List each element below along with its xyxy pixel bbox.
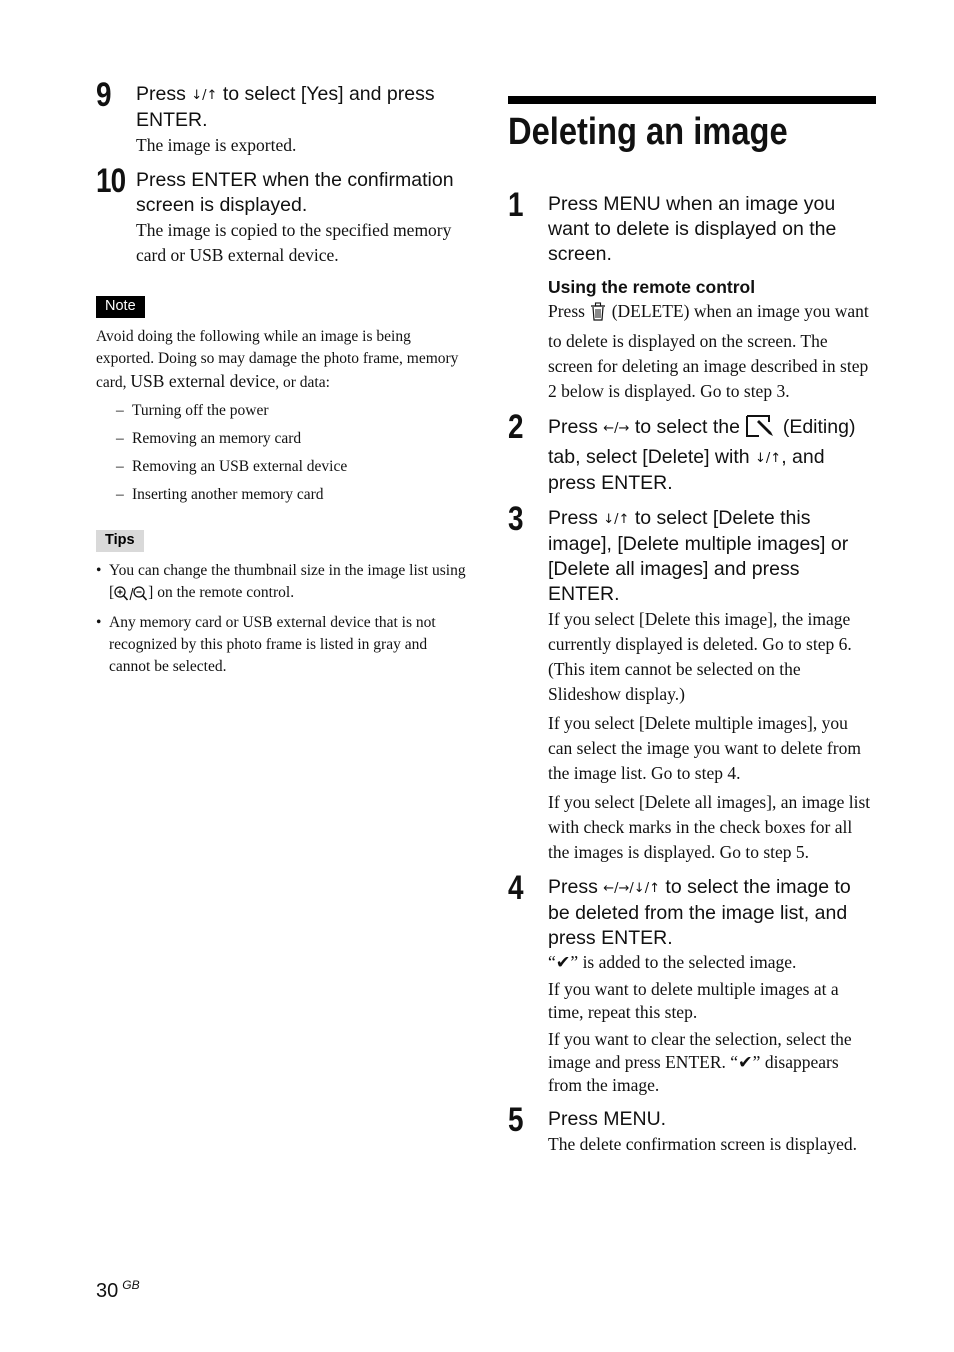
step-heading: Press ↓/↑ to select [Delete this image], [Delete multiple images] or [Delete all images] and press ENTER.: [548, 507, 849, 605]
down-up-arrows-icon: ↓/↑: [755, 451, 782, 466]
step-number: 5: [508, 1101, 523, 1139]
step-3: [508, 500, 876, 865]
list-item: – Inserting another memory card: [96, 484, 468, 506]
page-title: Deleting an image: [508, 111, 788, 153]
sub-heading: Using the remote control: [548, 277, 756, 297]
step-heading: Press ↓/↑ to select [Yes] and press ENTER.: [136, 83, 435, 131]
step-body: Press (DELETE) when an image you want to delete is displayed on the screen. The screen for deleting an image described in step 2 below is displayed. Go to step 3.: [548, 301, 869, 401]
tips-section: [96, 512, 468, 678]
four-way-arrows-icon: ←/→/↓/↑: [603, 881, 660, 896]
tips-list: [96, 560, 468, 678]
step-number: 3: [508, 500, 523, 538]
editing-tab-icon: [745, 414, 777, 445]
step-10: [96, 162, 468, 268]
region-code: GB: [122, 1278, 140, 1292]
step-body: [548, 607, 876, 865]
step-number: 9: [96, 76, 111, 114]
step-1: [508, 186, 876, 404]
zoom-in-out-icon: [114, 586, 148, 609]
step-number: 10: [96, 162, 126, 200]
tips-label: Tips: [96, 530, 144, 552]
page-number: 30: [96, 1280, 119, 1302]
step-heading: Press ENTER when the confirmation screen is displayed.: [136, 169, 454, 216]
note-section: [96, 278, 468, 506]
step-number: 4: [508, 869, 523, 907]
paragraph: If you want to clear the selection, select the image and press ENTER. “✔” disappears from the image.: [548, 1029, 852, 1095]
paragraph: If you select [Delete this image], the image currently displayed is deleted. Go to step 6. (This item cannot be selected on the Slideshow display.): [548, 609, 852, 704]
list-item: • You can change the thumbnail size in the image list using [ ] on the remote control.: [96, 560, 468, 609]
step-body: The image is exported.: [136, 135, 297, 155]
step-4: [508, 869, 876, 1097]
note-label: Note: [96, 296, 145, 318]
step-number: 1: [508, 186, 523, 224]
step-number: 2: [508, 408, 523, 446]
paragraph: If you want to delete multiple images at a time, repeat this step.: [548, 979, 839, 1022]
page-footer: [96, 1278, 140, 1303]
step-body: [548, 951, 876, 1097]
paragraph: If you select [Delete all images], an image list with check marks in the check boxes for all the images is displayed. Go to step 5.: [548, 792, 871, 862]
step-5: [508, 1101, 876, 1157]
note-list: [96, 400, 468, 506]
title-rule: [508, 96, 876, 104]
step-body: The delete confirmation screen is displayed.: [548, 1134, 858, 1154]
down-up-arrows-icon: ↓/↑: [191, 88, 218, 103]
list-item: – Removing an memory card: [96, 428, 468, 450]
step-heading: Press ←/→/↓/↑ to select the image to be deleted from the image list, and press ENTER.: [548, 876, 851, 949]
step-heading: Press MENU.: [548, 1108, 667, 1130]
left-column: [96, 76, 468, 681]
trash-icon: [589, 302, 607, 329]
step-2: [508, 408, 876, 496]
list-item: – Removing an USB external device: [96, 456, 468, 478]
down-up-arrows-icon: ↓/↑: [603, 512, 630, 527]
right-column: [508, 96, 876, 1167]
note-intro: Avoid doing the following while an image is being exported. Doing so may damage the photo frame, memory card, USB external device, or data:: [96, 328, 459, 391]
list-item: • Any memory card or USB external device that is not recognized by this photo frame is listed in gray and cannot be selected.: [96, 612, 468, 678]
left-right-arrows-icon: ←/→: [603, 421, 630, 436]
paragraph: If you select [Delete multiple images], you can select the image you want to delete from the image list. Go to step 4.: [548, 713, 861, 783]
paragraph: “✔” is added to the selected image.: [548, 952, 797, 972]
step-heading: Press MENU when an image you want to delete is displayed on the screen.: [548, 193, 837, 265]
step-body: The image is copied to the specified memory card or USB external device.: [136, 220, 452, 265]
step-9: [96, 76, 468, 158]
step-heading: Press ←/→ to select the (Editing) tab, select [Delete] with ↓/↑, and press ENTER.: [548, 416, 856, 494]
list-item: – Turning off the power: [96, 400, 468, 422]
